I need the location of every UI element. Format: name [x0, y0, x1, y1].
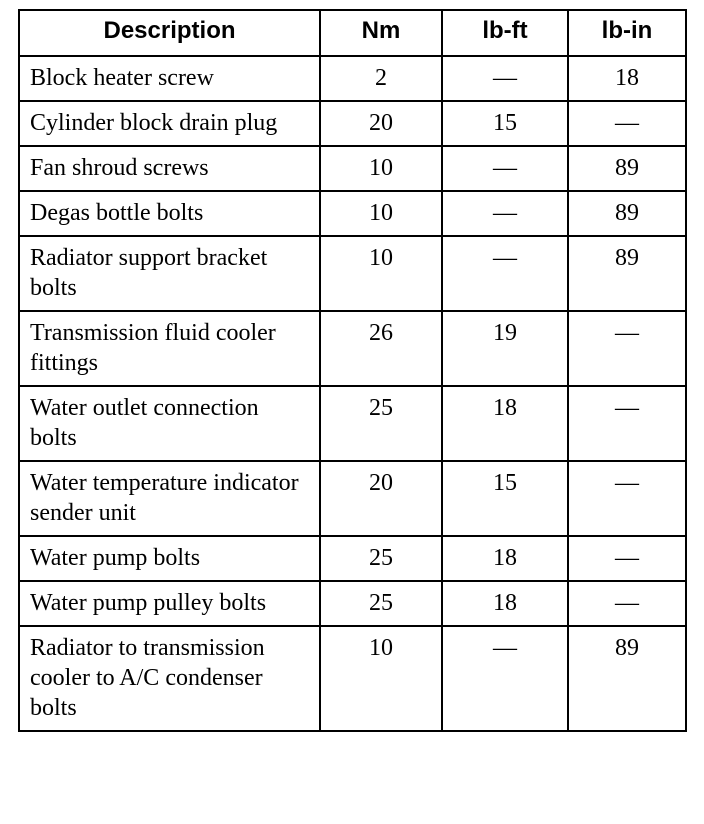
cell-description: Block heater screw	[19, 56, 320, 101]
cell-lb-ft: 19	[442, 311, 568, 386]
cell-lb-in: —	[568, 461, 686, 536]
cell-lb-ft: 18	[442, 536, 568, 581]
table-row	[19, 461, 686, 536]
cell-lb-ft: —	[442, 56, 568, 101]
cell-lb-in: —	[568, 386, 686, 461]
table-header-row	[19, 10, 686, 56]
cell-nm: 25	[320, 386, 442, 461]
cell-lb-in: 89	[568, 191, 686, 236]
header-nm: Nm	[320, 10, 442, 56]
table-row	[19, 386, 686, 461]
cell-description: Transmission fluid cooler fittings	[19, 311, 320, 386]
cell-nm: 10	[320, 626, 442, 731]
cell-nm: 20	[320, 101, 442, 146]
table-row	[19, 191, 686, 236]
cell-lb-ft: —	[442, 236, 568, 311]
cell-lb-ft: —	[442, 191, 568, 236]
header-lb-ft: lb-ft	[442, 10, 568, 56]
cell-description: Degas bottle bolts	[19, 191, 320, 236]
cell-lb-ft: 18	[442, 386, 568, 461]
cell-lb-in: 89	[568, 146, 686, 191]
table-row	[19, 536, 686, 581]
cell-nm: 10	[320, 146, 442, 191]
cell-lb-in: —	[568, 536, 686, 581]
cell-nm: 2	[320, 56, 442, 101]
header-description: Description	[19, 10, 320, 56]
cell-nm: 20	[320, 461, 442, 536]
cell-lb-ft: —	[442, 146, 568, 191]
cell-lb-in: —	[568, 581, 686, 626]
cell-lb-in: —	[568, 101, 686, 146]
cell-description: Radiator to transmission cooler to A/C condenser bolts	[19, 626, 320, 731]
cell-nm: 10	[320, 191, 442, 236]
table-row	[19, 56, 686, 101]
cell-lb-ft: 15	[442, 461, 568, 536]
cell-lb-ft: 15	[442, 101, 568, 146]
cell-lb-in: 18	[568, 56, 686, 101]
cell-description: Water pump pulley bolts	[19, 581, 320, 626]
cell-nm: 26	[320, 311, 442, 386]
table-row	[19, 236, 686, 311]
cell-description: Fan shroud screws	[19, 146, 320, 191]
cell-nm: 25	[320, 536, 442, 581]
cell-description: Water pump bolts	[19, 536, 320, 581]
torque-specification-table	[18, 9, 687, 732]
table-row	[19, 581, 686, 626]
cell-description: Radiator support bracket bolts	[19, 236, 320, 311]
cell-description: Water outlet connection bolts	[19, 386, 320, 461]
cell-description: Cylinder block drain plug	[19, 101, 320, 146]
table-row	[19, 146, 686, 191]
cell-lb-ft: —	[442, 626, 568, 731]
cell-lb-in: 89	[568, 626, 686, 731]
table-row	[19, 311, 686, 386]
cell-nm: 25	[320, 581, 442, 626]
cell-description: Water temperature indicator sender unit	[19, 461, 320, 536]
cell-lb-in: 89	[568, 236, 686, 311]
table-row	[19, 626, 686, 731]
cell-lb-in: —	[568, 311, 686, 386]
table-row	[19, 101, 686, 146]
header-lb-in: lb-in	[568, 10, 686, 56]
cell-nm: 10	[320, 236, 442, 311]
cell-lb-ft: 18	[442, 581, 568, 626]
